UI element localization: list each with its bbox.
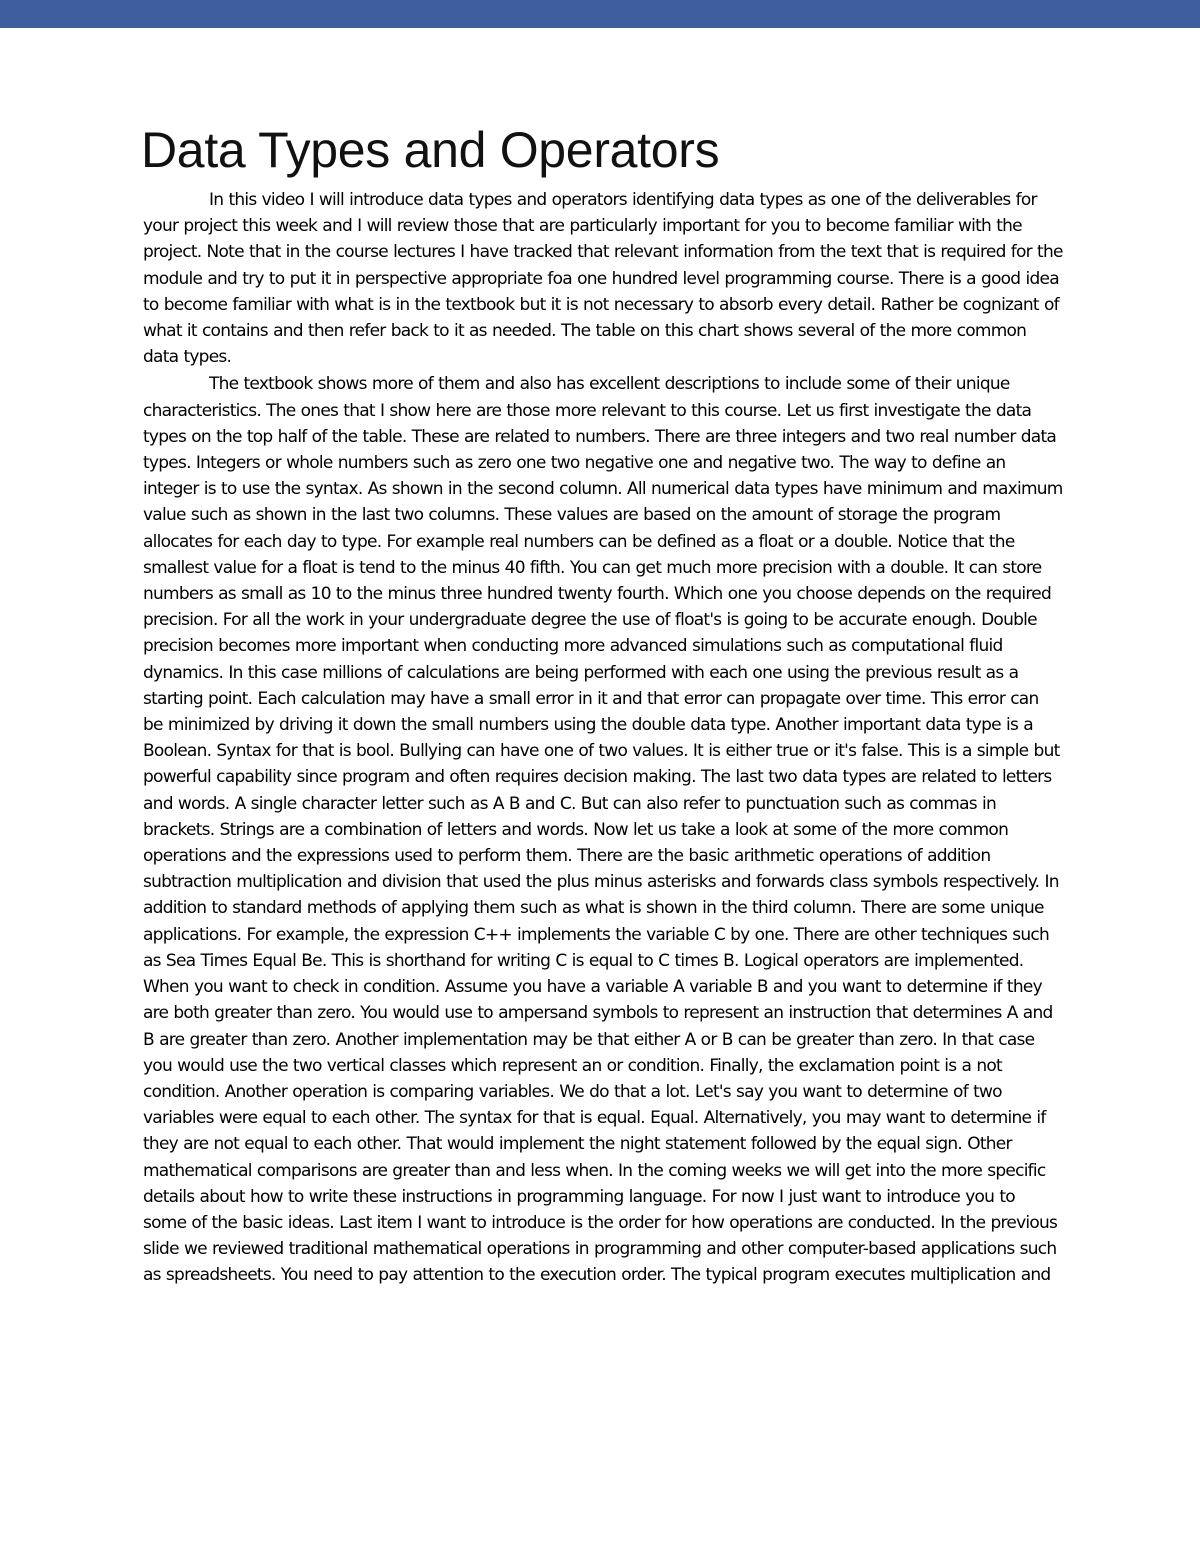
paragraph-main: The textbook shows more of them and also has excellent descriptions to include some of their unique characteristics. The ones that I show here are those more relevant to this course. Let us first investigate the data types on the top half of the table. These are related to numbers. There are three integers and two real number data types. Integers or whole numbers such as zero one two negative one and negative two. The way to define an integer is to use the syntax. As shown in the second column. All numerical data types have minimum and maximum value such as shown in the last two columns. These values are based on the amount of storage the program allocates for each day to type. For example real numbers can be defined as a float or a double. Notice that the smallest value for a float is tend to the minus 40 fifth. You can get much more precision with a double. It can store numbers as small as 10 to the minus three hundred twenty fourth. Which one you choose depends on the required precision. For all the work in your undergraduate degree the use of float's is going to be accurate enough. Double precision becomes more important when conducting more advanced simulations such as computational fluid dynamics. In this case millions of calculations are being performed with each one using the previous result as a starting point. Each calculation may have a small error in it and that error can propagate over time. This error can be minimized by driving it down the small numbers using the double data type. Another important data type is a Boolean. Syntax for that is bool. Bullying can have one of two values. It is either true or it's false. This is a simple but powerful capability since program and often requires decision making. The last two data types are related to letters and words. A single character letter such as A B and C. But can also refer to punctuation such as commas in brackets. Strings are a combination of letters and words. Now let us take a look at some of the more common operations and the expressions used to perform them. There are the basic arithmetic operations of addition subtraction multiplication and division that used the plus minus asterisks and forwards class symbols respectively. In addition to standard methods of applying them such as what is shown in the third column. There are some unique applications. For example, the expression C++ implements the variable C by one. There are other techniques such as Sea Times Equal Be. This is shorthand for writing C is equal to C times B. Logical operators are implemented. When you want to check in condition. Assume you have a variable A variable B and you want to determine if they are both greater than zero. You would use to ampersand symbols to represent an instruction that determines A and B are greater than zero. Another implementation may be that either A or B can be greater than zero. In that case you would use the two vertical classes which represent an or condition. Finally, the exclamation point is a not condition. Another operation is comparing variables. We do that a lot. Let's say you want to determine of two variables were equal to each other. The syntax for that is equal. Equal. Alternatively, you may want to determine if they are not equal to each other. That would implement the night statement followed by the equal sign. Other mathematical comparisons are greater than and less when. In the coming weeks we will get into the more specific details about how to write these instructions in programming language. For now I just want to introduce you to some of the basic ideas. Last item I want to introduce is the order for how operations are conducted. In the previous slide we reviewed traditional mathematical operations in programming and other computer-based applications such as spreadsheets. You need to pay attention to the execution order. The typical program executes multiplication and [143,374,1063,1286]
document-title: Data Types and Operators [141,122,720,178]
header-bar [0,0,1200,28]
document-body [143,118,1063,1290]
paragraph-intro: In this video I will introduce data types and operators identifying data types as one of the deliverables for your project this week and I will review those that are particularly important for you to become familiar with the project. Note that in the course lectures I have tracked that relevant information from the text that is required for the module and try to put it in perspective appropriate foa one hundred level programming course. There is a good idea to become familiar with what is in the textbook but it is not necessary to absorb every detail. Rather be cognizant of what it contains and then refer back to it as needed. The table on this chart shows several of the more common data types. [143,190,1063,368]
